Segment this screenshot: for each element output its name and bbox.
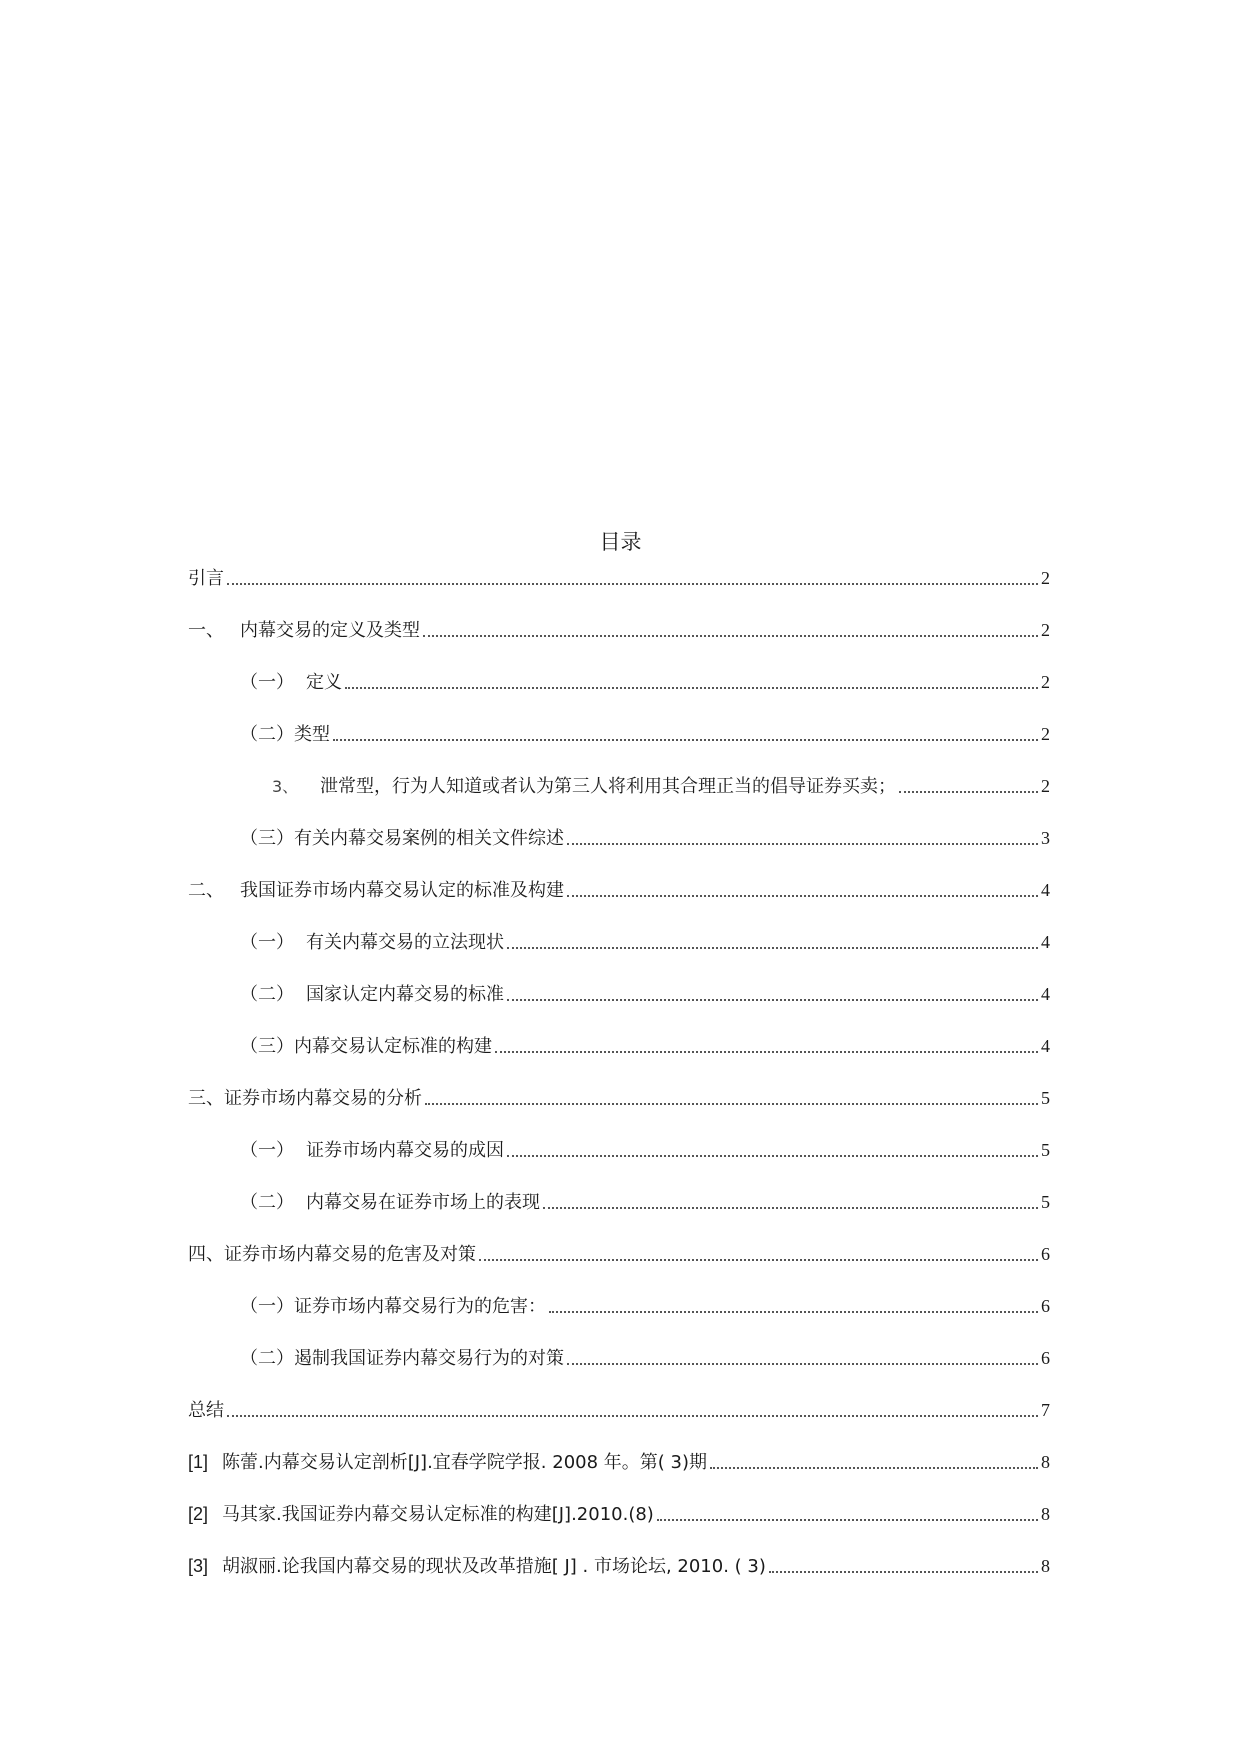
- toc-entry-page: 6: [1041, 1348, 1050, 1368]
- toc-entry-number: （一）: [240, 1140, 294, 1161]
- toc-entry-text: 证券市场内幕交易的成因: [306, 1140, 504, 1161]
- dot-leader: [423, 634, 1038, 637]
- toc-entry-page: 5: [1041, 1140, 1050, 1160]
- toc-entry-number: （二）: [240, 1348, 294, 1369]
- toc-entry-page: 5: [1041, 1088, 1050, 1108]
- toc-entry-text: 证券市场内幕交易的分析: [224, 1088, 422, 1109]
- toc-entry[interactable]: [188, 979, 1050, 1009]
- toc-entry-text: 有关内幕交易的立法现状: [306, 932, 504, 953]
- dot-leader: [495, 1050, 1038, 1053]
- toc-title: 目录: [599, 530, 642, 554]
- toc-entry-number: （二）: [240, 984, 294, 1005]
- dot-leader: [227, 582, 1038, 585]
- toc-entry-page: 3: [1041, 828, 1050, 848]
- toc-entry-number: （一）: [240, 932, 294, 953]
- toc-entry-number: 四、: [188, 1244, 224, 1265]
- toc-entry-text: 我国证券市场内幕交易认定的标准及构建: [240, 880, 564, 901]
- toc-entry-number: （一）: [240, 672, 294, 693]
- toc-entry-number: 3、: [272, 777, 299, 796]
- toc-entry[interactable]: [188, 1291, 1050, 1321]
- toc-entry-text: 泄常型，行为人知道或者认为第三人将利用其合理正当的倡导证券买卖；: [320, 776, 896, 797]
- dot-leader: [507, 946, 1038, 949]
- toc-entry-number: （二）: [240, 1192, 294, 1213]
- dot-leader: [333, 738, 1038, 741]
- toc-entry-page: 8: [1041, 1556, 1050, 1576]
- toc-entry[interactable]: [188, 615, 1050, 645]
- toc-entry-number: [3]: [188, 1556, 209, 1576]
- toc-entry-text: 胡淑丽.论我国内幕交易的现状及改革措施[ J] . 市场论坛, 2010. ( 3): [222, 1556, 766, 1577]
- toc-entry[interactable]: [188, 1135, 1050, 1165]
- dot-leader: [507, 998, 1038, 1001]
- toc-entry[interactable]: [188, 1343, 1050, 1373]
- dot-leader: [479, 1258, 1038, 1261]
- dot-leader: [507, 1154, 1038, 1157]
- toc-entry-number: （三）: [240, 828, 294, 849]
- toc-entry[interactable]: [188, 1551, 1050, 1581]
- toc-entry-text: 定义: [306, 672, 342, 693]
- toc-entry-text: 国家认定内幕交易的标准: [306, 984, 504, 1005]
- toc-entry[interactable]: [188, 1083, 1050, 1113]
- toc-entry-page: 2: [1041, 620, 1050, 640]
- toc-entry-text: 内幕交易在证券市场上的表现: [306, 1192, 540, 1213]
- toc-entry-page: 4: [1041, 984, 1050, 1004]
- toc-entry-page: 8: [1041, 1452, 1050, 1472]
- toc-entry[interactable]: [188, 1447, 1050, 1477]
- dot-leader: [567, 1362, 1038, 1365]
- toc-entry[interactable]: [188, 1395, 1050, 1425]
- toc-entry[interactable]: [188, 1031, 1050, 1061]
- dot-leader: [425, 1102, 1038, 1105]
- toc-entry-text: 类型: [294, 724, 330, 745]
- toc-entry[interactable]: [188, 927, 1050, 957]
- toc-entry-page: 6: [1041, 1296, 1050, 1316]
- toc-entry-page: 2: [1041, 672, 1050, 692]
- toc-entry-number: （一）: [240, 1296, 294, 1317]
- toc-entry[interactable]: [188, 823, 1050, 853]
- toc-entry[interactable]: [188, 563, 1050, 593]
- toc-entry-text: 引言: [188, 568, 224, 589]
- dot-leader: [769, 1570, 1038, 1573]
- toc-entry-number: [1]: [188, 1452, 209, 1472]
- toc-entry-text: 证券市场内幕交易的危害及对策: [224, 1244, 476, 1265]
- toc-entry-page: 2: [1041, 724, 1050, 744]
- toc-entry[interactable]: [188, 771, 1050, 801]
- dot-leader: [567, 842, 1038, 845]
- dot-leader: [899, 790, 1038, 793]
- dot-leader: [710, 1466, 1038, 1469]
- toc-entry-number: （三）: [240, 1036, 294, 1057]
- dot-leader: [345, 686, 1038, 689]
- dot-leader: [227, 1414, 1038, 1417]
- dot-leader: [549, 1310, 1038, 1313]
- toc-entry-text: 内幕交易认定标准的构建: [294, 1036, 492, 1057]
- toc-entry-page: 4: [1041, 932, 1050, 952]
- toc-entry-page: 4: [1041, 1036, 1050, 1056]
- toc-entry-page: 2: [1041, 776, 1050, 796]
- toc-entry-page: 5: [1041, 1192, 1050, 1212]
- dot-leader: [567, 894, 1038, 897]
- toc-entry-number: 三、: [188, 1088, 224, 1109]
- toc-entry-number: 一、: [188, 620, 224, 641]
- toc-entry-text: 遏制我国证券内幕交易行为的对策: [294, 1348, 564, 1369]
- table-of-contents: [188, 563, 1050, 1603]
- toc-entry-text: 马其家.我国证券内幕交易认定标准的构建[J].2010.(8): [222, 1504, 654, 1525]
- toc-entry[interactable]: [188, 667, 1050, 697]
- toc-entry-text: 内幕交易的定义及类型: [240, 620, 420, 641]
- toc-entry-text: 有关内幕交易案例的相关文件综述: [294, 828, 564, 849]
- toc-entry-page: 4: [1041, 880, 1050, 900]
- toc-entry-page: 7: [1041, 1400, 1050, 1420]
- toc-entry-number: [2]: [188, 1504, 209, 1524]
- toc-entry[interactable]: [188, 719, 1050, 749]
- toc-entry[interactable]: [188, 875, 1050, 905]
- toc-entry[interactable]: [188, 1187, 1050, 1217]
- toc-entry-number: （二）: [240, 724, 294, 745]
- toc-entry-page: 6: [1041, 1244, 1050, 1264]
- toc-entry-text: 陈蕾.内幕交易认定剖析[J].宜春学院学报. 2008 年。第( 3)期: [222, 1452, 707, 1473]
- toc-entry-text: 证券市场内幕交易行为的危害：: [294, 1296, 546, 1317]
- toc-entry-number: 二、: [188, 880, 224, 901]
- toc-entry-page: 2: [1041, 568, 1050, 588]
- dot-leader: [543, 1206, 1038, 1209]
- toc-entry-text: 总结: [188, 1400, 224, 1421]
- toc-entry[interactable]: [188, 1239, 1050, 1269]
- toc-entry[interactable]: [188, 1499, 1050, 1529]
- dot-leader: [657, 1518, 1038, 1521]
- toc-entry-page: 8: [1041, 1504, 1050, 1524]
